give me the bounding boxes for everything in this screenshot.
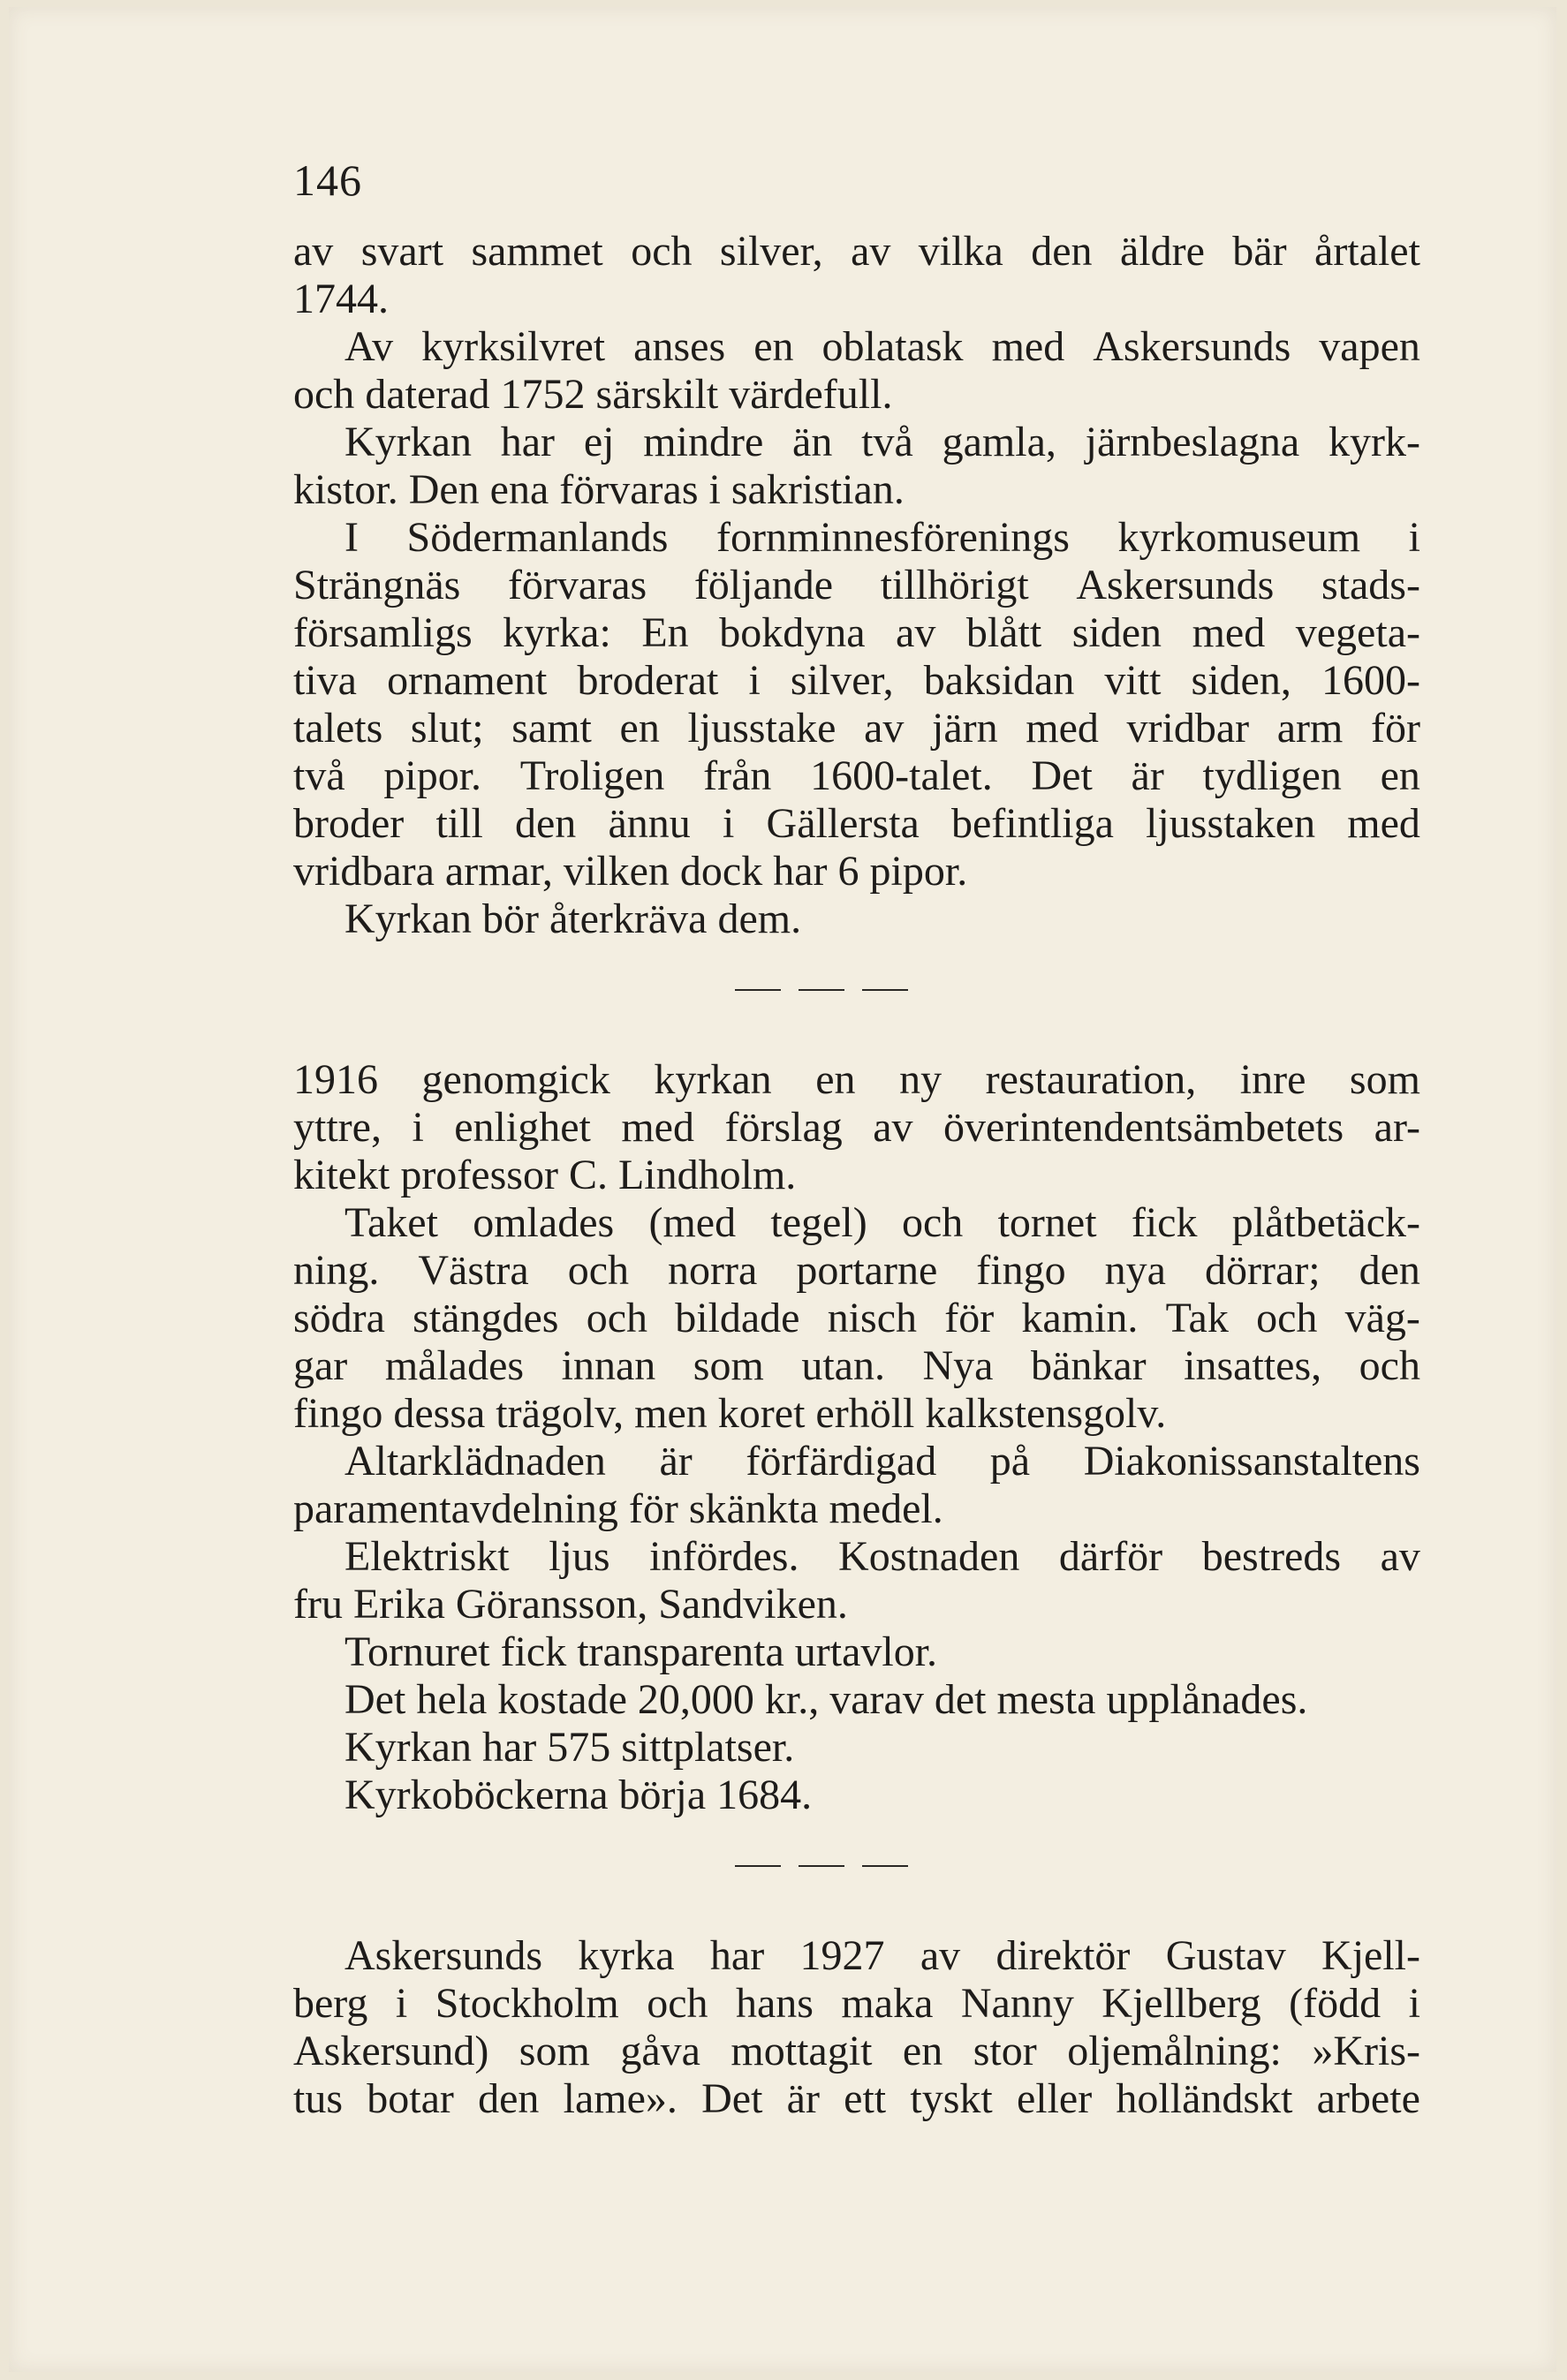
text-line: tiva ornament broderat i silver, baksidan vitt siden, 1600- [293, 657, 1420, 704]
text-line: gar målades innan som utan. Nya bänkar insattes, och [293, 1342, 1420, 1389]
text-line: Tornuret fick transparenta urtavlor. [344, 1628, 938, 1675]
text-line: I Södermanlands fornminnesförenings kyrkomuseum i [344, 514, 1420, 561]
text-line: Strängnäs förvaras följande tillhörigt Askersunds stads- [293, 562, 1420, 608]
text-line: yttre, i enlighet med förslag av överintendentsämbetets ar- [293, 1104, 1420, 1151]
text-line: Det hela kostade 20,000 kr., varav det mesta upplånades. [344, 1676, 1308, 1723]
text-line: Kyrkan bör återkräva dem. [344, 895, 802, 942]
section-separator [293, 1842, 1420, 1890]
text-line: paramentavdelning för skänkta medel. [293, 1485, 943, 1532]
text-line: ning. Västra och norra portarne fingo nya dörrar; den [293, 1247, 1420, 1294]
text-line: Askersund) som gåva mottagit en stor oljemålning: »Kris- [293, 2028, 1420, 2074]
text-line: kitekt professor C. Lindholm. [293, 1152, 797, 1198]
text-line: Kyrkoböckerna börja 1684. [344, 1772, 813, 1818]
text-line: talets slut; samt en ljusstake av järn med vridbar arm för [293, 705, 1420, 752]
text-line: Av kyrksilvret anses en oblatask med Askersunds vapen [344, 323, 1420, 370]
text-line: Askersunds kyrka har 1927 av direktör Gustav Kjell- [344, 1932, 1420, 1979]
text-line: och daterad 1752 särskilt värdefull. [293, 371, 893, 418]
text-line: två pipor. Troligen från 1600-talet. Det är tydligen en [293, 752, 1420, 799]
text-line: Kyrkan har 575 sittplatser. [344, 1724, 795, 1771]
body-text [293, 228, 1420, 2123]
text-line: broder till den ännu i Gällersta befintliga ljusstaken med [293, 800, 1420, 847]
text-line: fru Erika Göransson, Sandviken. [293, 1581, 848, 1628]
text-line: församligs kyrka: En bokdyna av blått siden med vegeta- [293, 609, 1420, 656]
text-line: Altarklädnaden är förfärdigad på Diakonissanstaltens [344, 1438, 1420, 1485]
text-line: Kyrkan har ej mindre än två gamla, järnbeslagna kyrk- [344, 419, 1420, 465]
text-line: Elektriskt ljus infördes. Kostnaden därför bestreds av [344, 1533, 1420, 1580]
section-separator [293, 966, 1420, 1014]
text-line: 1916 genomgick kyrkan en ny restauration, inre som [293, 1056, 1420, 1103]
text-line: vridbara armar, vilken dock har 6 pipor. [293, 848, 968, 895]
text-line: fingo dessa trägolv, men koret erhöll kalkstensgolv. [293, 1390, 1167, 1437]
text-line: av svart sammet och silver, av vilka den äldre bär årtalet [293, 228, 1420, 275]
text-line: tus botar den lame». Det är ett tyskt eller holländskt arbete [293, 2075, 1420, 2122]
page-number: 146 [293, 155, 362, 205]
text-line: 1744. [293, 276, 389, 322]
text-line: berg i Stockholm och hans maka Nanny Kjellberg (född i [293, 1980, 1420, 2027]
text-line: Taket omlades (med tegel) och tornet fick plåtbetäck- [344, 1199, 1420, 1246]
text-line: södra stängdes och bildade nisch för kamin. Tak och väg- [293, 1295, 1420, 1341]
text-line: kistor. Den ena förvaras i sakristian. [293, 466, 905, 513]
